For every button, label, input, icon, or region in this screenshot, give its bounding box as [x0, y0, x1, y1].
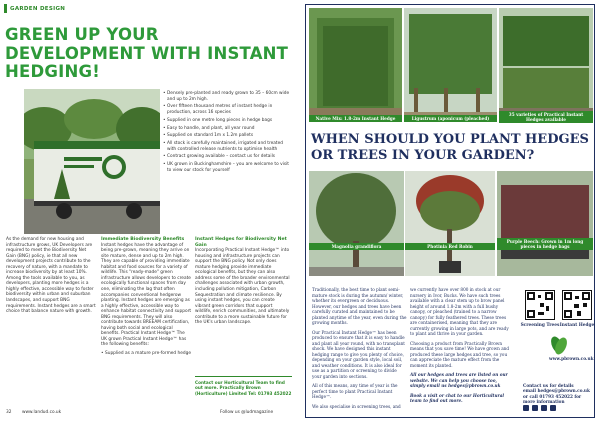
photinia-photo-svg [405, 171, 495, 276]
contact-heading: Contact us for details [523, 383, 574, 388]
native-mix-photo-svg [309, 8, 402, 120]
x-icon[interactable] [532, 405, 538, 411]
caption-magnolia: Magnolia grandiflora [309, 243, 404, 250]
intro-text: As the demand for new housing and infrastructure grows, UK Developers are required to meet the Biodiversity Net Gain (BNG) policy, ie that all new development projects contribute to the recovery of nature, with a mandate to increase biodiversity by at least 10%. Among the tools available to you, as developers, planting more hedges is a highly effective, accessible way to foster biodiversity within urban and suburban landscapes, and support BNG requirements. Instant hedges are a smart choice that balance nature with growth. [6, 237, 96, 315]
hedge-benefits-list [163, 91, 293, 176]
right-column-1 [312, 287, 407, 413]
biodiversity-bullet: • Supplied as a mature pre-formed hedge [101, 351, 192, 357]
benefit-item: • Supplied in one metre long pieces in hedge bags [163, 118, 293, 124]
rcol2-paragraph: Choosing a product from Practically Brown means that you save time! We have grown and produced these large hedges and tree, so you can appreciate the mature effect from the moment its planted. [410, 340, 510, 368]
rcol2-paragraph: we currently have over 800 in stock at our nursery in Ivor, Bucks. We have such trees available with a clear stem up to brow panel height of around 1.8-2m with a full bushy canopy, or pleached (trained to a narrow canopy) for fully feathered trees. These trees are containerised, meaning that they are currently growing in large pots, and are ready to plant and thrive in your garden. [410, 287, 509, 336]
qr-label-instant-hedge: Instant Hedge [559, 323, 595, 328]
caption-purple-beech: Purple Beech: Grown in 1m long pieces in hedge bags [497, 238, 593, 250]
magnolia-photo-svg [309, 171, 404, 276]
qr-instant-hedge-icon[interactable] [562, 290, 592, 320]
benefit-item: • Easy to handle, and plant, all year round [163, 126, 293, 132]
rcol1-paragraph: All of this means, any time of year is the perfect time to plant Practical Instant Hedge™. [312, 383, 398, 399]
biodiversity-heading: Immediate Biodiversity Benefits [101, 237, 185, 242]
caption-photinia: Photinia Red Robin [405, 243, 495, 250]
qr-screening-trees-icon[interactable] [525, 290, 555, 320]
caption-native-mix: Native Mix: 1.8-2m Instant Hedge [309, 115, 402, 122]
hedge-trailer-illustration [24, 89, 160, 234]
footer-follow[interactable]: Follow us @ludmagazine [220, 410, 274, 415]
benefit-item: • Supplied on standard 1m x 1.2m pallets [163, 133, 293, 139]
qr-label-screening-trees: Screening Trees [520, 323, 560, 328]
hero-photo [24, 89, 160, 234]
photo-photinia [405, 171, 495, 276]
caption-ligustrum: Ligustrum (aponicum (pleached) [404, 115, 497, 122]
bng-text: Incorporating Practical Instant Hedge™ into housing and infrastructure projects can support the BNG policy. Not only does mature hedging provide immediate ecological benefits, but they can also address some of the broader environmental challenges associated with urban growth, including pollution mitigation, Carbon Sequestration and climate resilience. By using instant hedges, you can create vibrant green corridors that support wildlife, enrich communities, and ultimately contribute to a more sustainable future for the UK's urban landscape. [195, 248, 290, 326]
right-page [301, 0, 600, 424]
section-tag-bar [4, 4, 7, 13]
benefit-item: • UK grown in Buckinghamshire – you are welcome to visit to view our stock for yourself [163, 162, 293, 173]
rcol2-emphasis: Book a visit or chat to our Horticultural team to find out more. [410, 392, 505, 403]
left-page [0, 0, 296, 424]
caption-varieties: 35 varieties of Practical Instant Hedges available [499, 111, 593, 123]
bng-heading: Instant Hedges for Biodiversity Net Gain [195, 237, 287, 248]
contact-left: Contact our Horticultural Team to find out more. Practically Brown (Horticulture) Limited Tel: 01793 452022 [195, 380, 292, 396]
rcol1-paragraph: We also specialise in screening trees, and [312, 403, 401, 409]
left-footer [0, 407, 296, 419]
right-page-title: WHEN SHOULD YOU PLANT HEDGES OR TREES IN YOUR GARDEN? [311, 132, 589, 163]
photo-native-mix [309, 8, 402, 120]
footer-url[interactable]: www.landud.co.uk [22, 410, 62, 415]
ligustrum-photo-svg [404, 8, 497, 120]
biodiversity-text: Instant hedges have the advantage of being pre-grown, meaning they arrive on site mature, dense and up to 2m high. They are capable of providing immediate habitat and food sources for a variety of wildlife. This "ready-made" green infrastructure allows developers to create ecologically functional spaces from day one, eliminating the lag that often accompanies conventional hedgerow planting. Instant hedges are emerging as a highly effective, accessible way to enhance habitat connectivity and support BNG requirements. They will also contribute towards BREEAM certification, having both social and ecological benefits. Practical Instant Hedge™ The UK grown Practical Instant Hedge™ has the following benefits: [101, 242, 192, 348]
page-number: 32 [6, 410, 12, 415]
varieties-photo-svg [499, 8, 593, 120]
section-tag: GARDEN DESIGN [10, 6, 66, 12]
headline: GREEN UP YOUR DEVELOPMENT WITH INSTANT HEDGING! [5, 25, 289, 81]
photo-ligustrum [404, 8, 497, 120]
rcol1-paragraph: Our Practical Instant Hedge™ has been produced to ensure that it is easy to handle and plant all year round, with no transplant shock. We have designed this instant hedging range to give you plenty of choice, depending on your garden style, local soil, and weather conditions. It is also ideal for use as a partition or screening to divide your garden into sections. [312, 329, 405, 379]
rcol1-paragraph: Traditionally, the best time to plant semi-mature stock is during the autumn/ winter, whether its evergreen or deciduous. However, our hedges and trees have been carefully curated and maintained to be planted anytime of the year, even during the growing months. [312, 287, 407, 325]
social-icons [523, 405, 556, 411]
purple-beech-photo-svg [497, 171, 593, 276]
rcol2-emphasis: All our hedges and trees are listed on our website. We can help you choose too, simply email us hedges@pbrown.co.uk [410, 372, 508, 388]
pinterest-icon[interactable] [550, 405, 556, 411]
photo-purple-beech [497, 171, 593, 276]
benefit-item: • Densely pre-planted and ready grown to 35 – 60cm wide and up to 2m high. [163, 91, 293, 102]
right-column-2 [410, 287, 512, 408]
biodiversity-column [101, 237, 192, 357]
contact-email[interactable]: email hedges@pbrown.co.uk [523, 388, 590, 394]
photo-35-varieties [499, 8, 593, 120]
benefit-item: • All stock is carefully maintained, irrigated and treated with controlled release nutrients to optimise health [163, 141, 293, 152]
photo-magnolia [309, 171, 404, 276]
contact-right [523, 383, 593, 404]
qr-code-icon [526, 291, 554, 319]
contact-divider [195, 376, 292, 377]
logo-url[interactable]: www.pbrown.co.uk [549, 357, 594, 362]
benefit-item: • Contract growing available – contact us for details [163, 154, 293, 160]
qr-code-icon [563, 291, 591, 319]
bng-column [195, 237, 290, 326]
intro-column [6, 237, 96, 315]
practically-brown-logo [521, 335, 593, 365]
benefit-item: • Over fifteen thousand metres of instant hedge in production, across 16 species [163, 104, 293, 115]
facebook-icon[interactable] [523, 405, 529, 411]
contact-phone[interactable]: or call 01793 452022 for more information [523, 393, 582, 404]
instagram-icon[interactable] [541, 405, 547, 411]
